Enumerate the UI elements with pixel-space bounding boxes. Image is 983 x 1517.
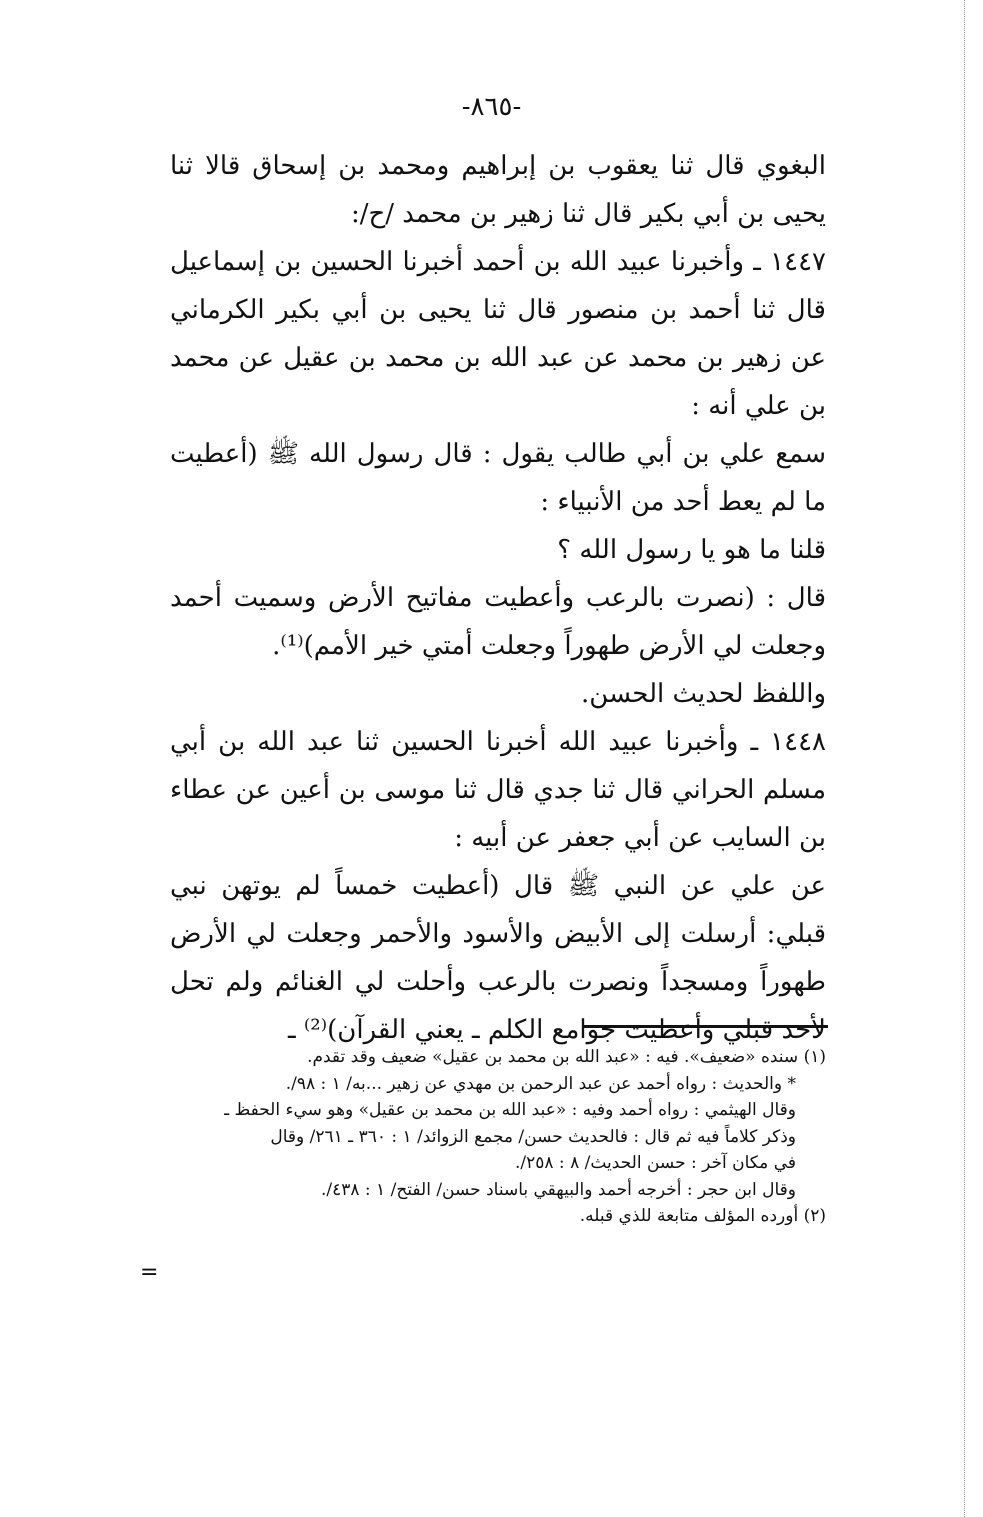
footnote-1-haythami-cont: وذكر كلاماً فيه ثم قال : فالحديث حسن/ مجمع الزوائد/ ١ : ٣٦٠ ـ ٢٦١/ وقال	[270, 1126, 796, 1147]
paragraph-matn-1447: سمع علي بن أبي طالب يقول : قال رسول الله ﷺ (أعطيت ما لم يعط أحد من الأنبياء :	[170, 439, 826, 517]
paragraph-isnad-continuation: البغوي قال ثنا يعقوب بن إبراهيم ومحمد بن إسحاق قالا ثنا يحيى بن أبي بكير قال ثنا زهير بن محمد /ح/:	[170, 151, 826, 229]
footnote-1-haythami-end: في مكان آخر : حسن الحديث/ ٨ : ٢٥٨/.	[514, 1153, 796, 1173]
paragraph-hadith-1447: ١٤٤٧ ـ وأخبرنا عبيد الله بن أحمد أخبرنا الحسين بن إسماعيل قال ثنا أحمد بن منصور قال ثنا يحيى بن أبي بكير الكرماني عن زهير بن محمد عن عبد الله بن محمد بن عقيل عن محمد بن علي أنه :	[170, 247, 826, 421]
footnote-1-haythami: وقال الهيثمي : رواه أحمد وفيه : «عبد الله بن محمد بن عقيل» وهو سيء الحفظ ـ	[224, 1100, 796, 1120]
footnotes	[168, 1044, 826, 1230]
paragraph-question: قلنا ما هو يا رسول الله ؟	[557, 535, 826, 565]
scan-edge-line	[964, 0, 965, 1517]
footnote-1-ibn-hajar: وقال ابن حجر : أخرجه أحمد والبيهقي باسناد حسن/ الفتح/ ١ : ٤٣٨/.	[320, 1179, 796, 1200]
footnote-2: (٢) أورده المؤلف متابعة للذي قبله.	[579, 1206, 826, 1226]
footnote-1: (١) سنده «ضعيف». فيه : «عبد الله بن محمد بن عقيل» ضعيف وقد تقدم.	[307, 1047, 826, 1067]
paragraph-wording-note: واللفظ لحديث الحسن.	[581, 679, 826, 709]
footnote-separator	[584, 1025, 828, 1028]
footnote-1-takhrij: * والحديث : رواه أحمد عن عبد الرحمن بن مهدي عن زهير ...به/ ١ : ٩٨/.	[285, 1073, 796, 1094]
main-text	[170, 142, 826, 1054]
paragraph-hadith-1448: ١٤٤٨ ـ وأخبرنا عبيد الله أخبرنا الحسين ثنا عبد الله بن أبي مسلم الحراني قال ثنا جدي قال ثنا موسى بن أعين عن عطاء بن السايب عن أبي جعفر عن أبيه :	[170, 727, 827, 853]
paragraph-answer: قال : (نصرت بالرعب وأعطيت مفاتيح الأرض وسميت أحمد وجعلت لي الأرض طهوراً وجعلت أمتي خير الأمم)⁽¹⁾.	[170, 583, 826, 661]
continuation-mark: =	[140, 1260, 159, 1285]
paragraph-matn-1448: عن علي عن النبي ﷺ قال (أعطيت خمساً لم يوتهن نبي قبلي: أرسلت إلى الأبيض والأسود والأحمر وجعلت لي الأرض طهوراً ومسجداً ونصرت بالرعب وأحلت لي الغنائم ولم تحل لأحد قبلي وأعطيت جوامع الكلم ـ يعني القرآن)⁽²⁾ ـ	[170, 871, 826, 1045]
page-number: -٨٦٥-	[461, 92, 522, 122]
